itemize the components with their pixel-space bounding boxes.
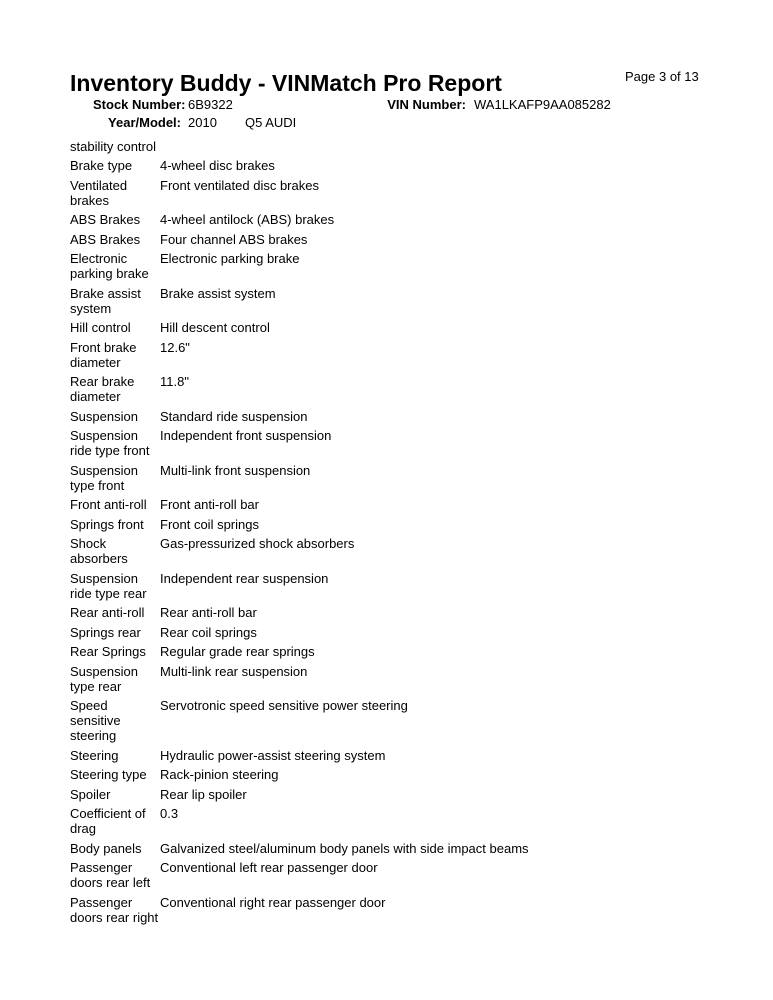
spec-value: Front coil springs <box>160 516 259 532</box>
spec-row <box>70 286 670 316</box>
spec-value: Conventional right rear passenger door <box>160 894 386 910</box>
spec-value: 4-wheel antilock (ABS) brakes <box>160 212 335 227</box>
spec-label: Rear anti-roll <box>70 605 145 620</box>
spec-value: Gas-pressurized shock absorbers <box>160 536 355 551</box>
spec-label: Shock absorbers <box>70 536 128 566</box>
spec-value: Hill descent control <box>160 320 270 335</box>
continued-text: stability control <box>70 139 156 154</box>
spec-row <box>70 374 670 404</box>
spec-label: Speed sensitive steering <box>70 698 121 743</box>
spec-label: Hill control <box>70 320 131 335</box>
report-title: Inventory Buddy - VINMatch Pro Report <box>70 70 502 96</box>
spec-label: Springs front <box>70 516 144 532</box>
spec-value: Servotronic speed sensitive power steering <box>160 698 408 713</box>
spec-value: 11.8" <box>160 374 189 389</box>
spec-value: Rack-pinion steering <box>160 767 279 782</box>
year-model-label: Year/Model: <box>108 115 181 130</box>
spec-row <box>70 644 670 659</box>
spec-value: Rear anti-roll bar <box>160 605 257 620</box>
spec-label: Rear brake diameter <box>70 374 135 404</box>
spec-value: 0.3 <box>160 806 179 821</box>
spec-value: Brake assist system <box>160 285 276 301</box>
spec-row <box>70 212 670 227</box>
spec-row <box>70 841 670 856</box>
spec-label: Coefficient of drag <box>70 806 146 836</box>
spec-label: Suspension ride type rear <box>70 570 147 601</box>
spec-label: Suspension type front <box>70 462 138 493</box>
spec-row <box>70 340 670 370</box>
spec-row <box>70 698 670 743</box>
spec-row <box>70 497 670 512</box>
spec-row <box>70 895 670 925</box>
spec-value: Standard ride suspension <box>160 408 308 424</box>
spec-label: ABS Brakes <box>70 231 141 247</box>
spec-label: Front anti-roll <box>70 497 147 512</box>
spec-value: 4-wheel disc brakes <box>160 158 275 173</box>
spec-value: Rear lip spoiler <box>160 786 247 802</box>
model-value: Q5 AUDI <box>245 115 297 130</box>
spec-label: Ventilated brakes <box>70 177 128 208</box>
spec-row <box>70 428 670 458</box>
spec-value: Hydraulic power-assist steering system <box>160 747 386 763</box>
spec-label: Spoiler <box>70 786 111 802</box>
spec-value: Electronic parking brake <box>160 251 300 266</box>
spec-row <box>70 767 670 782</box>
spec-label: Suspension ride type front <box>70 428 150 458</box>
spec-label: Springs rear <box>70 624 141 640</box>
spec-label: Rear Springs <box>70 644 146 659</box>
spec-label: Steering type <box>70 767 147 782</box>
page-indicator: Page 3 of 13 <box>625 69 699 84</box>
spec-rows <box>70 158 670 925</box>
spec-label: Passenger doors rear left <box>70 860 151 890</box>
spec-label: Electronic parking brake <box>70 251 149 281</box>
stock-number-value: 6B9322 <box>188 97 233 112</box>
vin-number-label: VIN Number: <box>387 97 466 112</box>
spec-row <box>70 605 670 620</box>
spec-value: Regular grade rear springs <box>160 644 315 659</box>
spec-row <box>70 517 670 532</box>
spec-row <box>70 158 670 173</box>
spec-label: Brake assist system <box>70 285 141 316</box>
spec-row <box>70 251 670 281</box>
spec-label: Body panels <box>70 840 142 856</box>
spec-value: Multi-link front suspension <box>160 462 311 478</box>
spec-value: Independent front suspension <box>160 428 332 443</box>
spec-label: Suspension type rear <box>70 663 138 694</box>
spec-value: Multi-link rear suspension <box>160 663 308 679</box>
spec-row <box>70 787 670 802</box>
spec-value: Rear coil springs <box>160 624 257 640</box>
spec-value: Independent rear suspension <box>160 570 329 586</box>
spec-row <box>70 806 670 836</box>
spec-list <box>70 138 670 929</box>
spec-row <box>70 571 670 601</box>
spec-row <box>70 178 670 208</box>
spec-row <box>70 320 670 335</box>
spec-label: Front brake diameter <box>70 339 137 370</box>
spec-row <box>70 625 670 640</box>
vin-number-value: WA1LKAFP9AA085282 <box>474 97 611 112</box>
spec-value: Front anti-roll bar <box>160 497 259 512</box>
spec-value: 12.6" <box>160 339 190 355</box>
stock-number-label: Stock Number: <box>93 97 186 112</box>
spec-label: ABS Brakes <box>70 212 141 227</box>
spec-row <box>70 748 670 763</box>
spec-label: Suspension <box>70 408 138 424</box>
spec-value: Front ventilated disc brakes <box>160 177 319 193</box>
spec-row <box>70 232 670 247</box>
spec-value: Galvanized steel/aluminum body panels with side impact beams <box>160 840 529 856</box>
year-value: 2010 <box>188 115 217 130</box>
spec-label: Brake type <box>70 158 133 173</box>
spec-row <box>70 860 670 890</box>
spec-value: Four channel ABS brakes <box>160 231 308 247</box>
spec-row <box>70 463 670 493</box>
spec-row <box>70 536 670 566</box>
spec-label: Steering <box>70 747 119 763</box>
spec-row <box>70 409 670 424</box>
spec-row <box>70 664 670 694</box>
spec-value: Conventional left rear passenger door <box>160 860 378 875</box>
spec-label: Passenger doors rear right <box>70 894 159 925</box>
